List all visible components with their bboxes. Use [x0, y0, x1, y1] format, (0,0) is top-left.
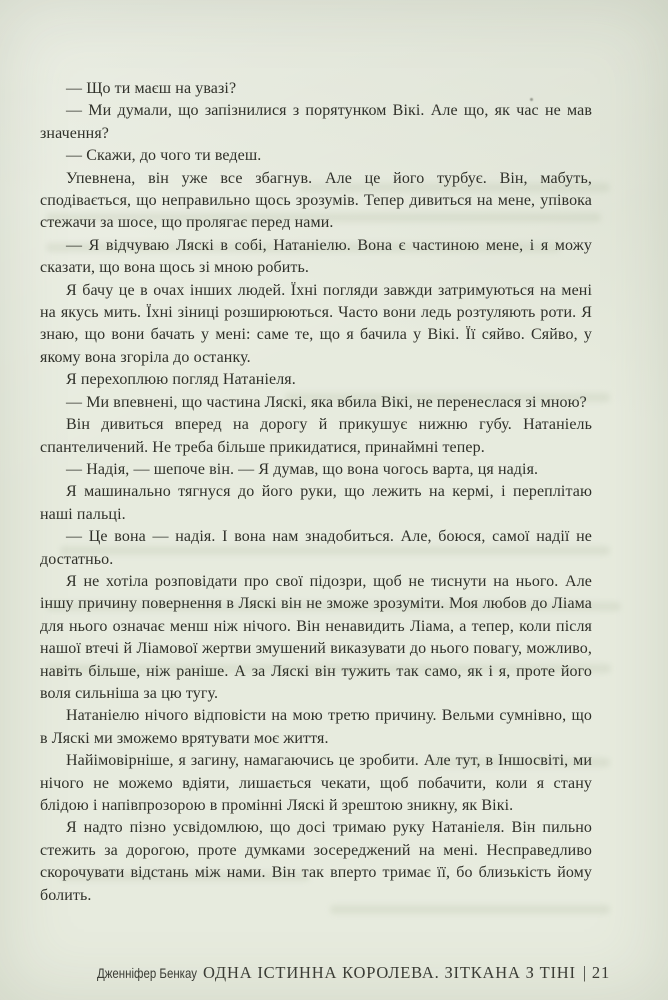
- paragraph: — Що ти маєш на увазі?: [66, 80, 237, 97]
- paragraph: Я перехоплюю погляд Натаніеля.: [66, 371, 296, 389]
- footer-separator: |: [582, 963, 587, 982]
- paragraph: — Я відчуваю Ляскі в собі, Натаніелю. Вона є частиною мене, і я можу сказати, що вона щось зі мною робить.: [40, 236, 592, 277]
- paragraph: Я не хотіла розповідати про свої підозри, щоб не тиснути на нього. Але іншу причину повернення в Ляскі він не зможе зрозуміти. Моя любов до Ліама для нього означає менш ніж нічого. Він ненавидить Ліама, а тепер, коли після нашої втечі й Ліамової жертви змушений виказувати до нього повагу, можливо, навіть більше, ніж раніше. А за Ляскі він тужить так само, як і я, проте його воля сильніша за цю тугу.: [40, 572, 592, 702]
- paragraph: — Ми думали, що запізнилися з порятунком Вікі. Але що, як час не мав значення?: [40, 102, 592, 142]
- paragraph: Натаніелю нічого відповісти на мою третю причину. Вельми сумнівно, що в Ляскі ми зможемо врятувати моє життя.: [40, 707, 592, 747]
- paragraph: Я машинально тягнуся до його руки, що лежить на кермі, і переплітаю наші пальці.: [40, 483, 592, 523]
- paragraph: Упевнена, він уже все збагнув. Але це його турбує. Він, мабуть, сподівається, що неправильно щось зрозумів. Тепер дивиться на мене, упівока стежачи за шосе, що пролягає перед нами.: [40, 169, 592, 232]
- page-number: 21: [591, 963, 610, 982]
- page-text-block: [40, 78, 592, 907]
- paragraph: — Скажи, до чого ти ведеш.: [66, 147, 262, 165]
- page-footer: [0, 963, 610, 983]
- footer-book-title: ОДНА ІСТИННА КОРОЛЕВА. ЗІТКАНА З ТІНІ: [203, 963, 576, 982]
- paragraph: Найімовірніше, я загину, намагаючись це зробити. Але тут, в Іншосвіті, ми нічого не можемо вдіяти, лишається чекати, щоб побачити, коли я стану блідою і напівпрозорою в промінні Ляскі й зрештою зникну, як Вікі.: [40, 752, 592, 814]
- paragraph: — Ми впевнені, що частина Ляскі, яка вбила Вікі, не перенеслася зі мною?: [66, 393, 587, 411]
- paragraph: — Надія, — шепоче він. — Я думав, що вона чогось варта, ця надія.: [66, 460, 539, 478]
- paragraph: Я надто пізно усвідомлюю, що досі тримаю руку Натаніеля. Він пильно стежить за дорогою, проте думками зосереджений на мені. Несправедливо скорочувати відстань між нами. Він так вперто тримає її, бо близькість йому болить.: [40, 819, 592, 904]
- footer-author: Дженніфер Бенкау: [97, 965, 198, 981]
- paragraph: Він дивиться вперед на дорогу й прикушує нижню губу. Натаніель спантеличений. Не треба більше прикидатися, принаймні тепер.: [40, 416, 592, 456]
- paragraph: Я бачу це в очах інших людей. Їхні погляди завжди затримуються на мені на якусь мить. Їхні зіниці розширюються. Часто вони ледь розтуляють роти. Я знаю, що вони бачать у мені: саме те, що я бачила у Вікі. Її сяйво. Сяйво, у якому вона згоріла до останку.: [40, 281, 592, 366]
- paragraph: — Це вона — надія. І вона нам знадобиться. Але, боюся, самої надії не достатньо.: [40, 528, 592, 568]
